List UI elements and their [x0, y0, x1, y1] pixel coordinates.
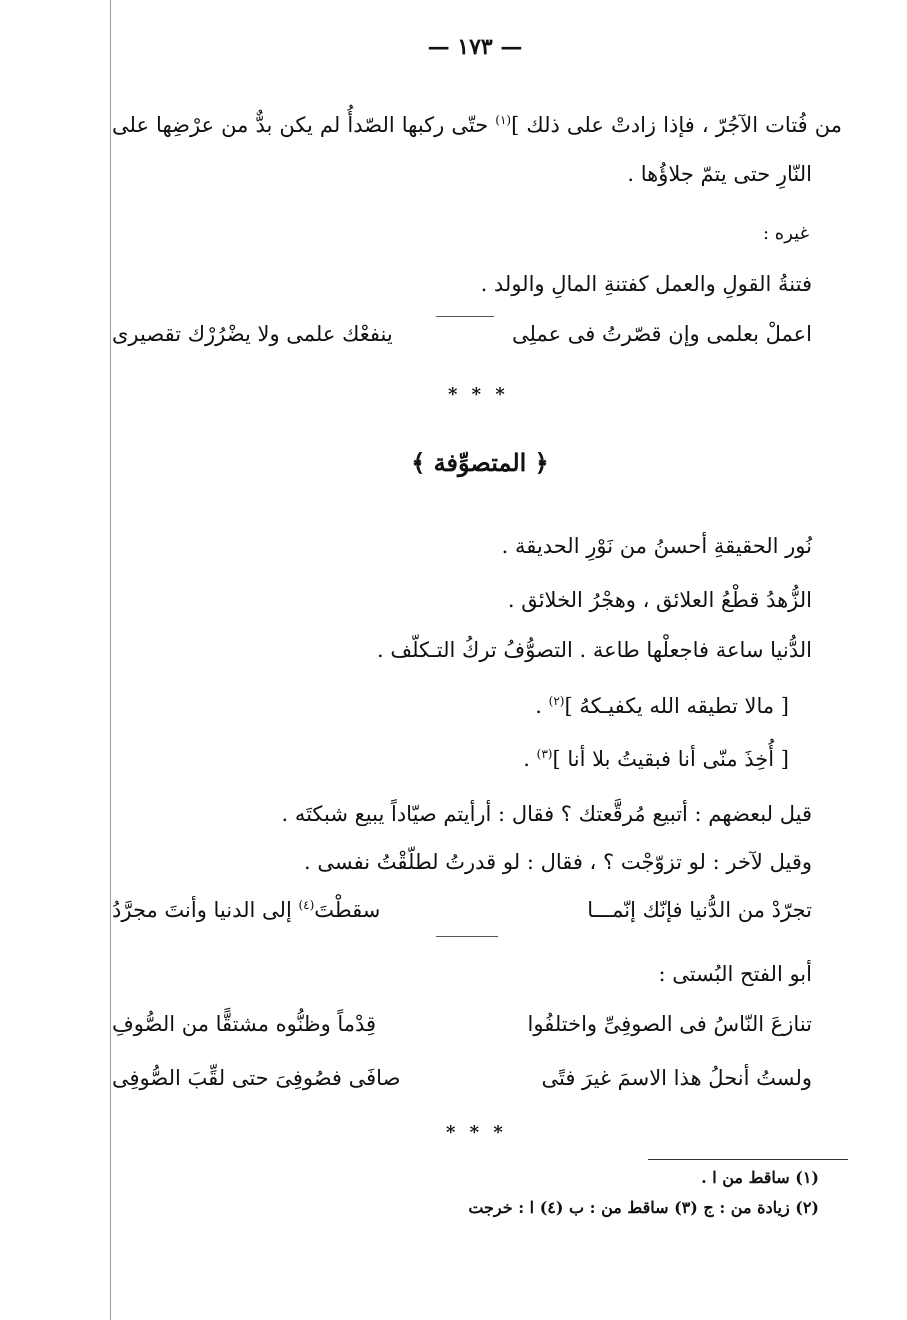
paragraph-line-1 [112, 104, 842, 141]
saying-line: الزُّهدُ قطْعُ العلائق ، وهجْرُ الخلائق . [507, 588, 812, 612]
other-label: غيره : [763, 223, 809, 244]
verse-3-second-hemistich: قِدْماً وظنُّوه مشتقًّا من الصُّوفِ [112, 1012, 377, 1036]
footnote-ref-1: (١) [495, 113, 512, 127]
saying-text: فتنةُ القولِ والعمل كفتنةِ المالِ والولد . [480, 272, 812, 296]
verse-2-first-hemistich: تجرّدْ من الدُّنيا فإنّك إنّمـــا [587, 898, 812, 922]
paragraph-line-1-rest: حتّى ركبها الصّدأُ لم يكن بدٌّ من عرْضِها على [112, 113, 496, 137]
anecdote-line: وقيل لآخر : لو تزوّجْت ؟ ، فقال : لو قدرتُ لطلّقْتُ نفسى . [304, 850, 812, 874]
verse-1-second-hemistich: ينفعْك علمى ولا يضْرُرْك تقصيرى [112, 322, 393, 346]
verse-4-first-hemistich: ولستُ أنحلُ هذا الاسمَ غيرَ فتًى [541, 1066, 812, 1090]
bracketed-saying [523, 738, 789, 775]
footnote-ref-3: (٣) [536, 747, 553, 761]
saying-line: الدُّنيا ساعة فاجعلْها طاعة . التصوُّفُ تركُ التـكلّف . [376, 638, 812, 662]
footnote-line: (١) ساقط من ا . [701, 1168, 819, 1187]
footnote-ref-4: (٤) [298, 898, 315, 912]
margin-rule [110, 0, 111, 1320]
bracketed-saying-text: [ أُخِذَ منّى أنا فبقيتُ بلا أنا ] [552, 747, 789, 771]
verse-1-first-hemistich: اعملْ بعلمى وإن قصّرتُ فى عملِى [511, 322, 812, 346]
separator-stars: * * * [446, 1122, 507, 1143]
verse-3 [112, 1012, 812, 1046]
page-number: — ١٧٣ — [427, 34, 523, 60]
verse-2-second-post: إلى الدنيا وأنتَ مجرَّدُ [112, 898, 299, 922]
verse-divider [436, 316, 494, 317]
verse-2-second-hemistich [112, 898, 380, 922]
bracketed-saying [535, 685, 789, 722]
section-title: ﴿ المتصوِّفة ﴾ [411, 448, 549, 477]
bracketed-saying-tail: . [523, 747, 537, 771]
verse-2 [112, 898, 812, 932]
anecdote-line: قيل لبعضهم : أتبيع مُرقَّعتك ؟ فقال : أرأيتم صيّاداً يبيع شبكتَه . [281, 802, 812, 826]
footnote-ref-2: (٢) [548, 694, 565, 708]
verse-4-second-hemistich: صافَى فصُوفِىَ حتى لقِّبَ الصُّوفِى [112, 1066, 401, 1090]
saying-line: نُور الحقيقةِ أحسنُ من نَوْرِ الحديقة . [501, 534, 812, 558]
footnote-rule [648, 1159, 848, 1160]
footnote-line: (٢) زيادة من : ج (٣) ساقط من : ب (٤) ا : خرجت [468, 1198, 819, 1217]
verse-1 [112, 322, 812, 356]
bracketed-saying-tail: . [535, 694, 549, 718]
bracketed-saying-text: [ مالا تطيقه الله يكفيـكهُ ] [564, 694, 789, 718]
separator-stars: * * * [448, 384, 509, 405]
paragraph-line-1-text: من فُتات الآجُرّ ، فإذا زادتْ على ذلك ] [511, 113, 842, 137]
poet-name: أبو الفتح البُستى : [658, 962, 812, 986]
verse-4 [112, 1066, 812, 1100]
verse-2-second-pre: سقطْتَ [314, 898, 381, 922]
verse-3-first-hemistich: تنازعَ النّاسُ فى الصوفِىِّ واختلفُوا [527, 1012, 812, 1036]
verse-divider [436, 936, 498, 937]
paragraph-line-2: النّارِ حتى يتمّ جلاؤُها . [627, 162, 812, 186]
